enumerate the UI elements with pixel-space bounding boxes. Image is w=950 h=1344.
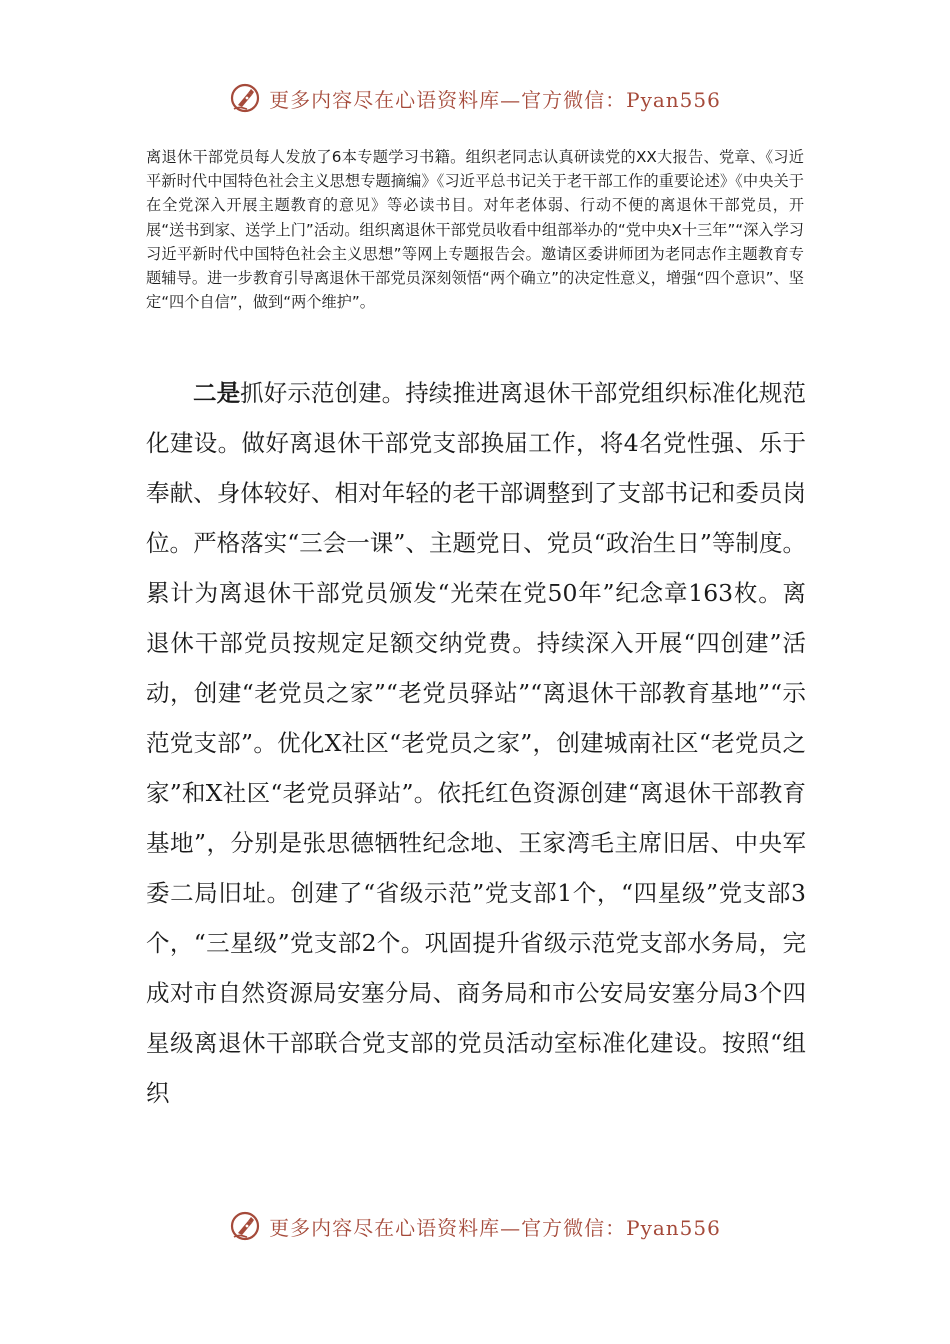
paragraph-body: 抓好示范创建。持续推进离退休干部党组织标准化规范化建设。做好离退休干部党支部换届工作，将4名党性强、乐于奉献、身体较好、相对年轻的老干部调整到了支部书记和委员岗位。严格落实“三会一课”、主题党日、党员“政治生日”等制度。累计为离退休干部党员颁发“光荣在党50年”纪念章163枚。离退休干部党员按规定足额交纳党费。持续深入开展“四创建”活动，创建“老党员之家”“老党员驿站”“离退休干部教育基地”“示范党支部”。优化X社区“老党员之家”，创建城南社区“老党员之家”和X社区“老党员驿站”。依托红色资源创建“离退休干部教育基地”，分别是张思德牺牲纪念地、王家湾毛主席旧居、中央军委二局旧址。创建了“省级示范”党支部1个，“四星级”党支部3个，“三星级”党支部2个。巩固提升省级示范党支部水务局，完成对市自然资源局安塞分局、商务局和市公安局安塞分局3个四星级离退休干部联合党支部的党员活动室标准化建设。按照“组织 xyxy=(146,379,807,1107)
footer-banner xyxy=(0,1210,950,1242)
continued-paragraph: 离退休干部党员每人发放了6本专题学习书籍。组织老同志认真研读党的XX大报告、党章、《习近平新时代中国特色社会主义思想专题摘编》《习近平总书记关于老干部工作的重要论述》《中央关于在全党深入开展主题教育的意见》等必读书目。对年老体弱、行动不便的离退休干部党员，开展“送书到家、送学上门”活动。组织离退休干部党员收看中组部举办的“党中央X十三年”“深入学习习近平新时代中国特色社会主义思想”等网上专题报告会。邀请区委讲师团为老同志作主题教育专题辅导。进一步教育引导离退休干部党员深刻领悟“两个确立”的决定性意义，增强“四个意识”、坚定“四个自信”，做到“两个维护”。 xyxy=(146,148,804,312)
pen-nib-logo-icon xyxy=(229,1210,261,1242)
header-banner-text: 更多内容尽在心语资料库—官方微信：Pyan556 xyxy=(269,87,721,112)
header-banner xyxy=(0,82,950,114)
section-paragraph xyxy=(146,368,806,1118)
footer-banner-text: 更多内容尽在心语资料库—官方微信：Pyan556 xyxy=(269,1215,721,1240)
pen-nib-logo-icon xyxy=(229,82,261,114)
paragraph-lead: 二是 xyxy=(193,379,241,407)
